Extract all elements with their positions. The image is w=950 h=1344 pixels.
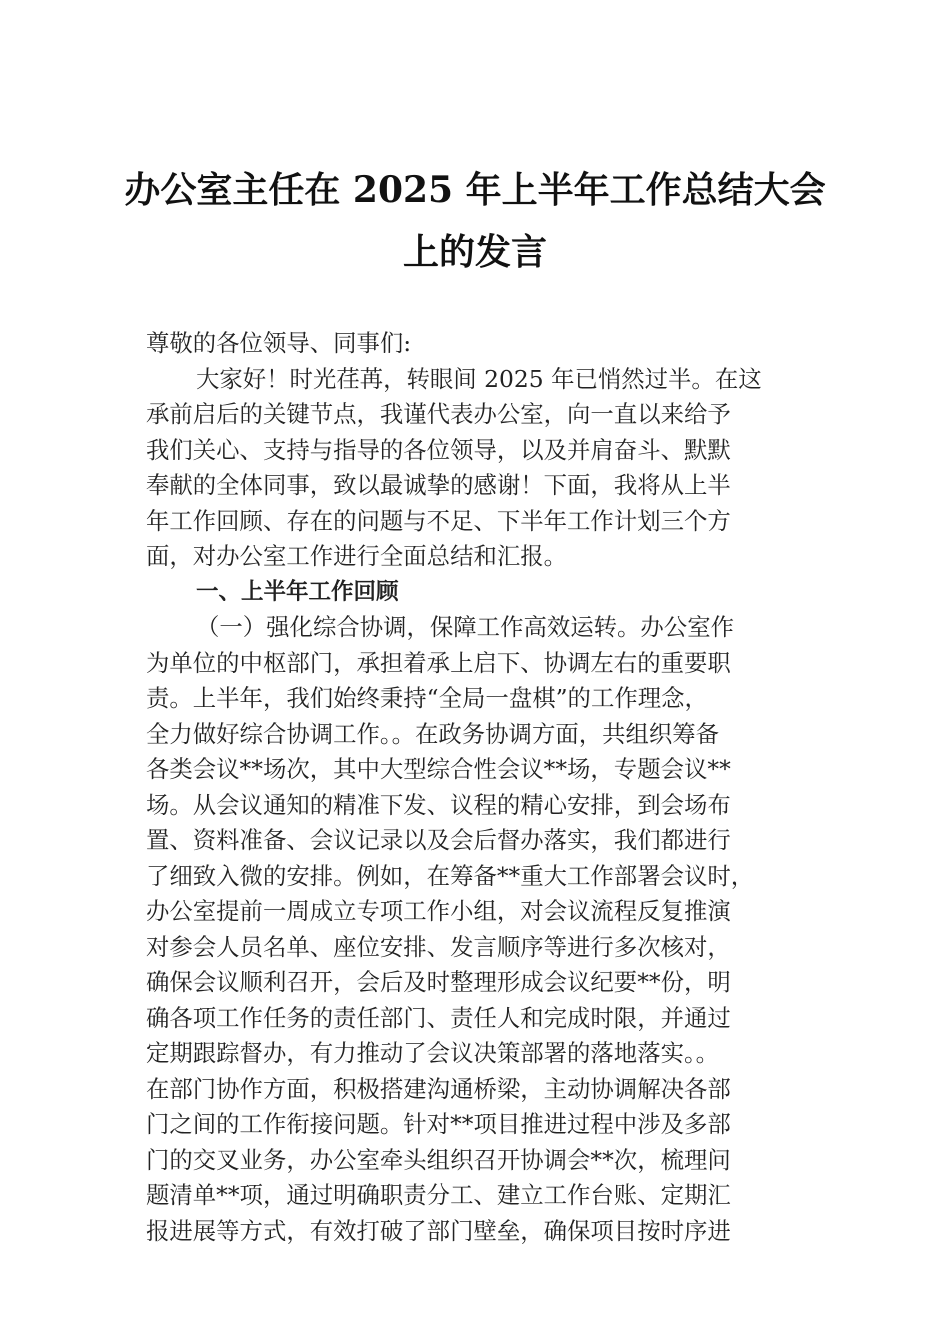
paragraph-line: 确各项工作任务的责任部门、责任人和完成时限，并通过	[146, 1003, 731, 1032]
paragraph-line: 在部门协作方面，积极搭建沟通桥梁，主动协调解决各部	[146, 1074, 731, 1103]
paragraph-line: 我们关心、支持与指导的各位领导，以及并肩奋斗、默默	[146, 435, 731, 464]
paragraph-line: 报进展等方式，有效打破了部门壁垒，确保项目按时序进	[146, 1216, 731, 1245]
paragraph-line: 责。上半年，我们始终秉持“全局一盘棋”的工作理念，	[146, 684, 708, 712]
paragraph-line: 年工作回顾、存在的问题与不足、下半年工作计划三个方	[146, 506, 731, 535]
paragraph-line: 置、资料准备、会议记录以及会后督办落实，我们都进行	[146, 826, 731, 854]
document-title-line-1: 办公室主任在 2025 年上半年工作总结大会	[124, 169, 826, 211]
paragraph-line: 面，对办公室工作进行全面总结和汇报。	[146, 542, 568, 570]
paragraph-line: 定期跟踪督办，有力推动了会议决策部署的落地落实。。	[146, 1039, 720, 1067]
paragraph-line: 大家好！时光荏苒，转眼间 2025 年已悄然过半。在这	[196, 364, 762, 393]
paragraph-line: 门之间的工作衔接问题。针对**项目推进过程中涉及多部	[146, 1110, 731, 1138]
document-title-line-2: 上的发言	[402, 231, 547, 273]
paragraph-line: 确保会议顺利召开，会后及时整理形成会议纪要**份，明	[146, 968, 731, 996]
document-body	[146, 326, 836, 1249]
paragraph-line: 场。从会议通知的精准下发、议程的精心安排，到会场布	[146, 790, 731, 819]
paragraph-line: 题清单**项，通过明确职责分工、建立工作台账、定期汇	[146, 1181, 731, 1209]
paragraph-line: 各类会议**场次，其中大型综合性会议**场，专题会议**	[146, 755, 731, 783]
paragraph-line: （一）强化综合协调，保障工作高效运转。办公室作	[196, 613, 734, 641]
section-heading: 一、上半年工作回顾	[196, 578, 399, 605]
paragraph-line: 为单位的中枢部门，承担着承上启下、协调左右的重要职	[146, 648, 731, 677]
paragraph-line: 办公室提前一周成立专项工作小组，对会议流程反复推演	[146, 897, 731, 925]
salutation: 尊敬的各位领导、同事们:	[146, 329, 412, 357]
paragraph-line: 对参会人员名单、座位安排、发言顺序等进行多次核对，	[146, 932, 731, 961]
paragraph-line: 全力做好综合协调工作。。在政务协调方面，共组织筹备	[146, 719, 720, 748]
paragraph-line: 门的交叉业务，办公室牵头组织召开协调会**次，梳理问	[146, 1145, 731, 1174]
paragraph-line: 承前启后的关键节点，我谨代表办公室，向一直以来给予	[146, 400, 731, 428]
paragraph-line: 奉献的全体同事，致以最诚挚的感谢！下面，我将从上半	[146, 471, 731, 499]
paragraph-line: 了细致入微的安排。例如，在筹备**重大工作部署会议时，	[146, 861, 755, 890]
